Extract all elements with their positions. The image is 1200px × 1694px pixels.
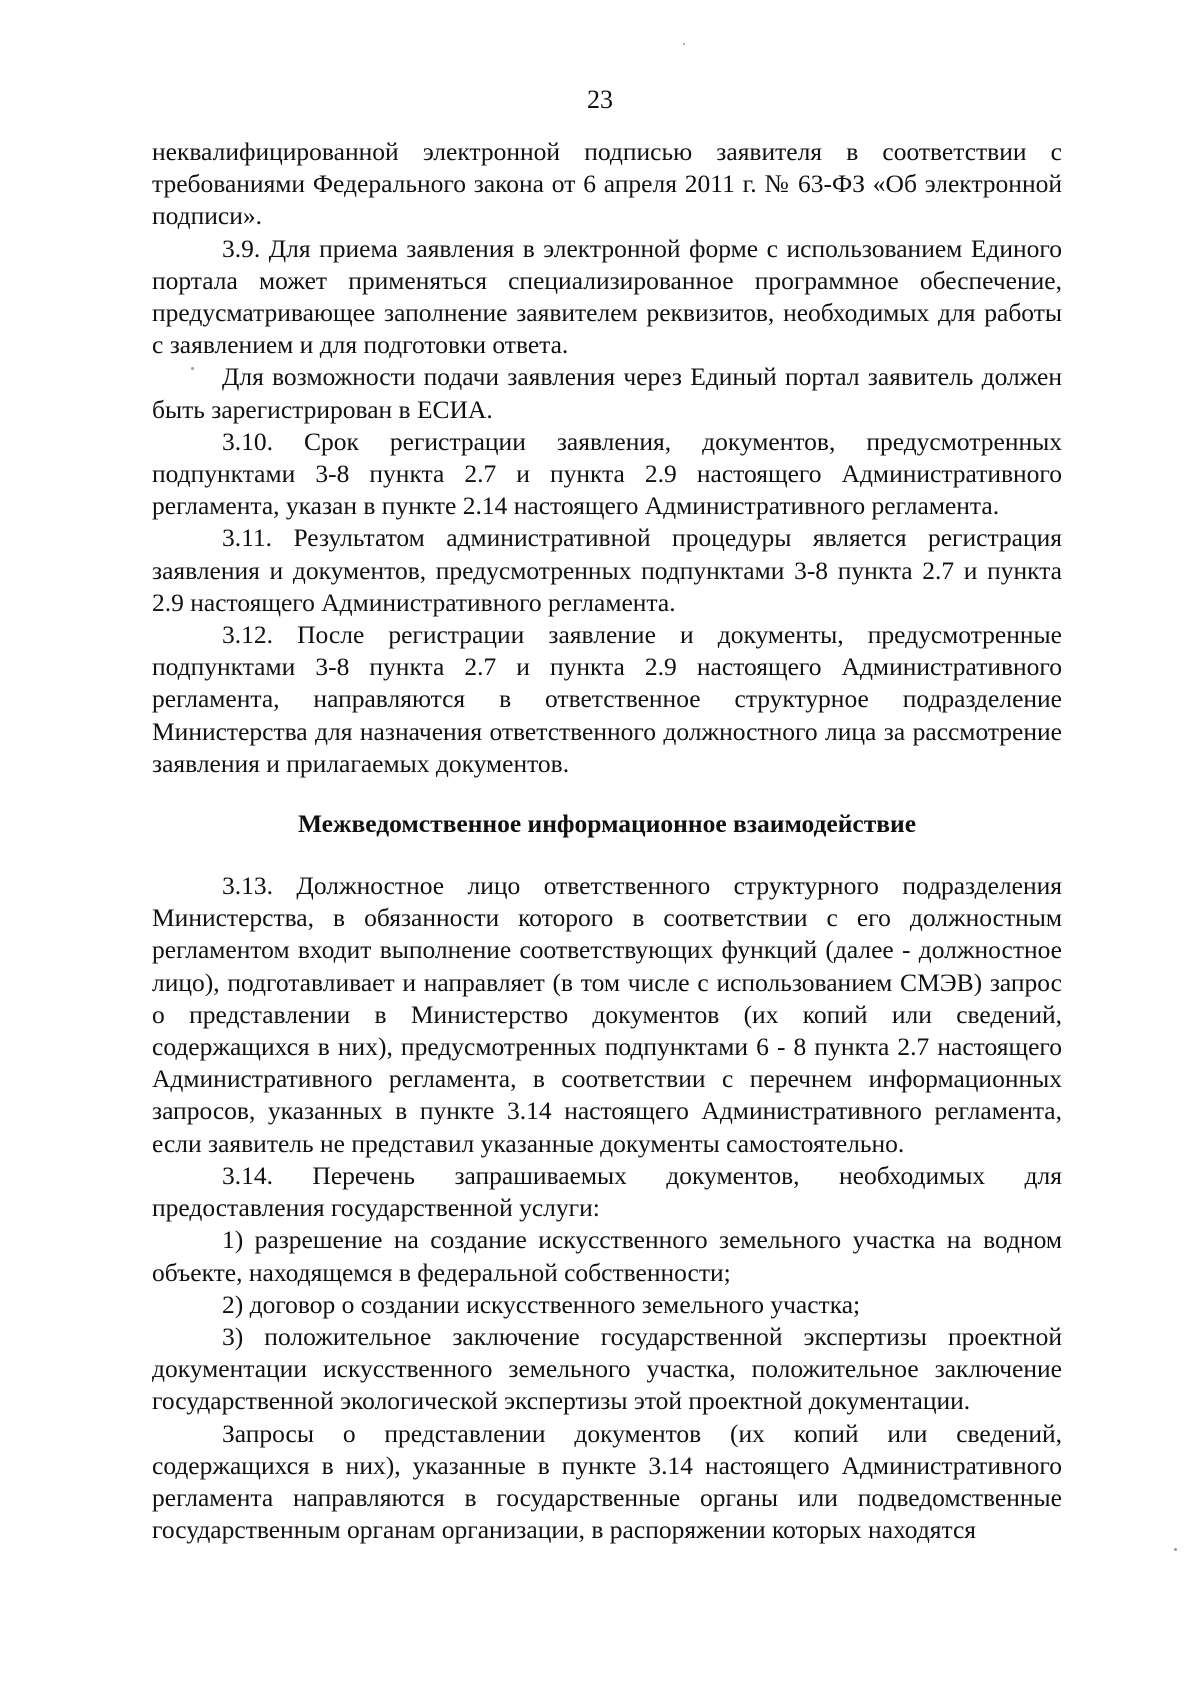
list-item-3: 3) положительное заключение государственной экспертизы проектной документации искусственного земельного участка, положительное заключение государственной экологической экспертизы этой проектной документации. bbox=[152, 1321, 1062, 1416]
list-item-2: 2) договор о создании искусственного земельного участка; bbox=[222, 1289, 861, 1319]
document-body bbox=[152, 136, 1062, 1546]
paragraph-3-11: 3.11. Результатом административной процедуры является регистрация заявления и документов, предусмотренных подпунктами 3-8 пункта 2.7 и пункта 2.9 настоящего Административного регламента. bbox=[152, 523, 1062, 617]
paragraph-3-9: 3.9. Для приема заявления в электронной форме с использованием Единого портала может применяться специализированное программное обеспечение, предусматривающее заполнение заявителем реквизитов, необходимых для работы с заявлением и для подготовки ответа. bbox=[152, 233, 1062, 360]
section-heading: Межведомственное информационное взаимодействие bbox=[297, 809, 917, 839]
paragraph-3-14: 3.14. Перечень запрашиваемых документов, необходимых для предоставления государственной услуги: bbox=[152, 1160, 1062, 1223]
scan-speck bbox=[683, 43, 685, 45]
paragraph-3-13: 3.13. Должностное лицо ответственного структурного подразделения Министерства, в обязанности которого в соответствии с его должностным регламентом входит выполнение соответствующих функций (далее - должностное лицо), подготавливает и направляет (в том числе с использованием СМЭВ) запрос о представлении в Министерство документов (их копий или сведений, содержащихся в них), предусмотренных подпунктами 6 - 8 пункта 2.7 настоящего Административного регламента, в соответствии с перечнем информационных запросов, указанных в пункте 3.14 настоящего Административного регламента, если заявитель не представил указанные документы самостоятельно. bbox=[152, 871, 1062, 1158]
scan-speck bbox=[191, 367, 194, 370]
page-number: 23 bbox=[587, 85, 613, 114]
paragraph-esia-registration: Для возможности подачи заявления через Единый портал заявитель должен быть зарегистрирован в ЕСИА. bbox=[152, 362, 1062, 424]
paragraph-3-12: 3.12. После регистрации заявление и документы, предусмотренные подпунктами 3-8 пункта 2.7 и пункта 2.9 настоящего Административного регламента, направляются в ответственное структурное подразделение Министерства для назначения ответственного должностного лица за рассмотрение заявления и прилагаемых документов. bbox=[152, 620, 1062, 778]
paragraph-3-10: 3.10. Срок регистрации заявления, документов, предусмотренных подпунктами 3-8 пункта 2.7 и пункта 2.9 настоящего Административного регламента, указан в пункте 2.14 настоящего Административного регламента. bbox=[152, 426, 1062, 521]
list-item-1: 1) разрешение на создание искусственного земельного участка на водном объекте, находящемся в федеральной собственности; bbox=[152, 1225, 1062, 1287]
paragraph-continuation: неквалифицированной электронной подписью заявителя в соответствии с требованиями Федерального закона от 6 апреля 2011 г. № 63-ФЗ «Об электронной подписи». bbox=[152, 137, 1062, 231]
scan-speck bbox=[1174, 1548, 1177, 1551]
paragraph-requests: Запросы о представлении документов (их копий или сведений, содержащихся в них), указанные в пункте 3.14 настоящего Административного регламента направляются в государственные органы или подведомственные государственным органам организации, в распоряжении которых находятся bbox=[152, 1418, 1062, 1545]
